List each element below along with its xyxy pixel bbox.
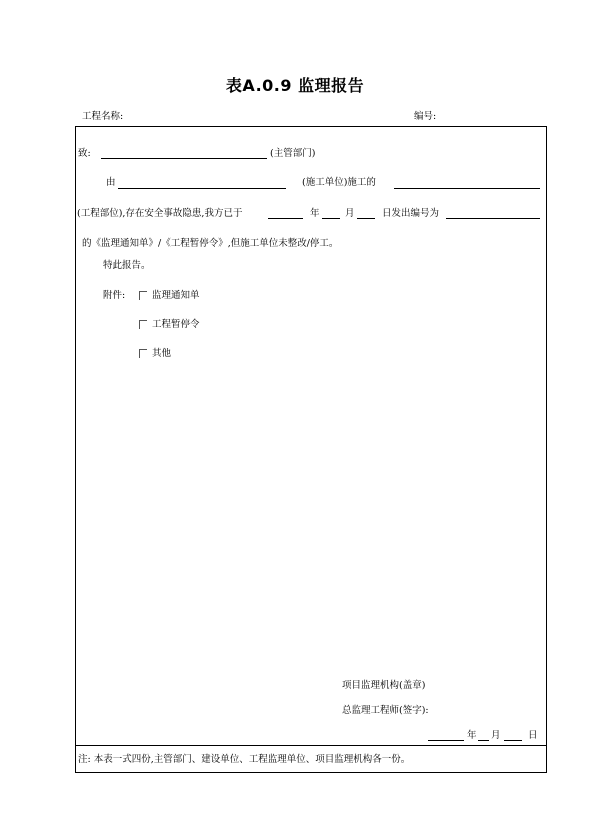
- attachment-label-other: 其他: [152, 348, 172, 359]
- line3-prefix: (工程部位),存在安全事故隐患,我方已于: [77, 208, 243, 219]
- to-suffix: (主管部门): [270, 148, 316, 159]
- org-seal-label: 项目监理机构(盖章): [342, 680, 426, 691]
- sign-month-label: 月: [491, 730, 501, 741]
- note-divider: [75, 745, 547, 746]
- to-label: 致:: [78, 148, 91, 159]
- day-blank[interactable]: [357, 218, 375, 219]
- attachments-label: 附件:: [103, 290, 126, 301]
- sign-day-label: 日: [528, 730, 538, 741]
- contractor-blank[interactable]: [118, 188, 286, 189]
- attachment-checkbox-other[interactable]: [139, 349, 147, 358]
- sign-year-label: 年: [467, 730, 477, 741]
- project-blank[interactable]: [394, 188, 540, 189]
- attachment-label-suspension: 工程暂停令: [152, 319, 200, 330]
- sign-day-blank[interactable]: [504, 740, 522, 741]
- line4-text: 的《监理通知单》/《工程暂停令》,但施工单位未整改/停工。: [82, 238, 339, 249]
- year-blank[interactable]: [268, 218, 303, 219]
- month-blank[interactable]: [322, 218, 340, 219]
- report-text: 特此报告。: [103, 260, 151, 271]
- department-blank[interactable]: [101, 158, 267, 159]
- number-label: 编号:: [414, 111, 437, 122]
- sign-year-blank[interactable]: [428, 740, 464, 741]
- page-title: 表A.0.9 监理报告: [225, 76, 365, 95]
- notice-number-blank[interactable]: [446, 218, 540, 219]
- attachment-label-notice: 监理通知单: [152, 290, 200, 301]
- footnote: 注: 本表一式四份,主管部门、建设单位、工程监理单位、项目监理机构各一份。: [78, 754, 411, 765]
- attachment-checkbox-notice[interactable]: [139, 291, 147, 300]
- project-name-label: 工程名称:: [82, 111, 124, 122]
- year-label: 年: [310, 208, 320, 219]
- month-label: 月: [345, 208, 355, 219]
- form-frame: [75, 126, 547, 773]
- by-suffix: (施工单位)施工的: [302, 177, 376, 188]
- chief-engineer-label: 总监理工程师(签字):: [342, 705, 429, 716]
- day-issue-label: 日发出编号为: [382, 208, 440, 219]
- by-label: 由: [106, 177, 116, 188]
- sign-month-blank[interactable]: [478, 740, 489, 741]
- attachment-checkbox-suspension[interactable]: [139, 320, 147, 329]
